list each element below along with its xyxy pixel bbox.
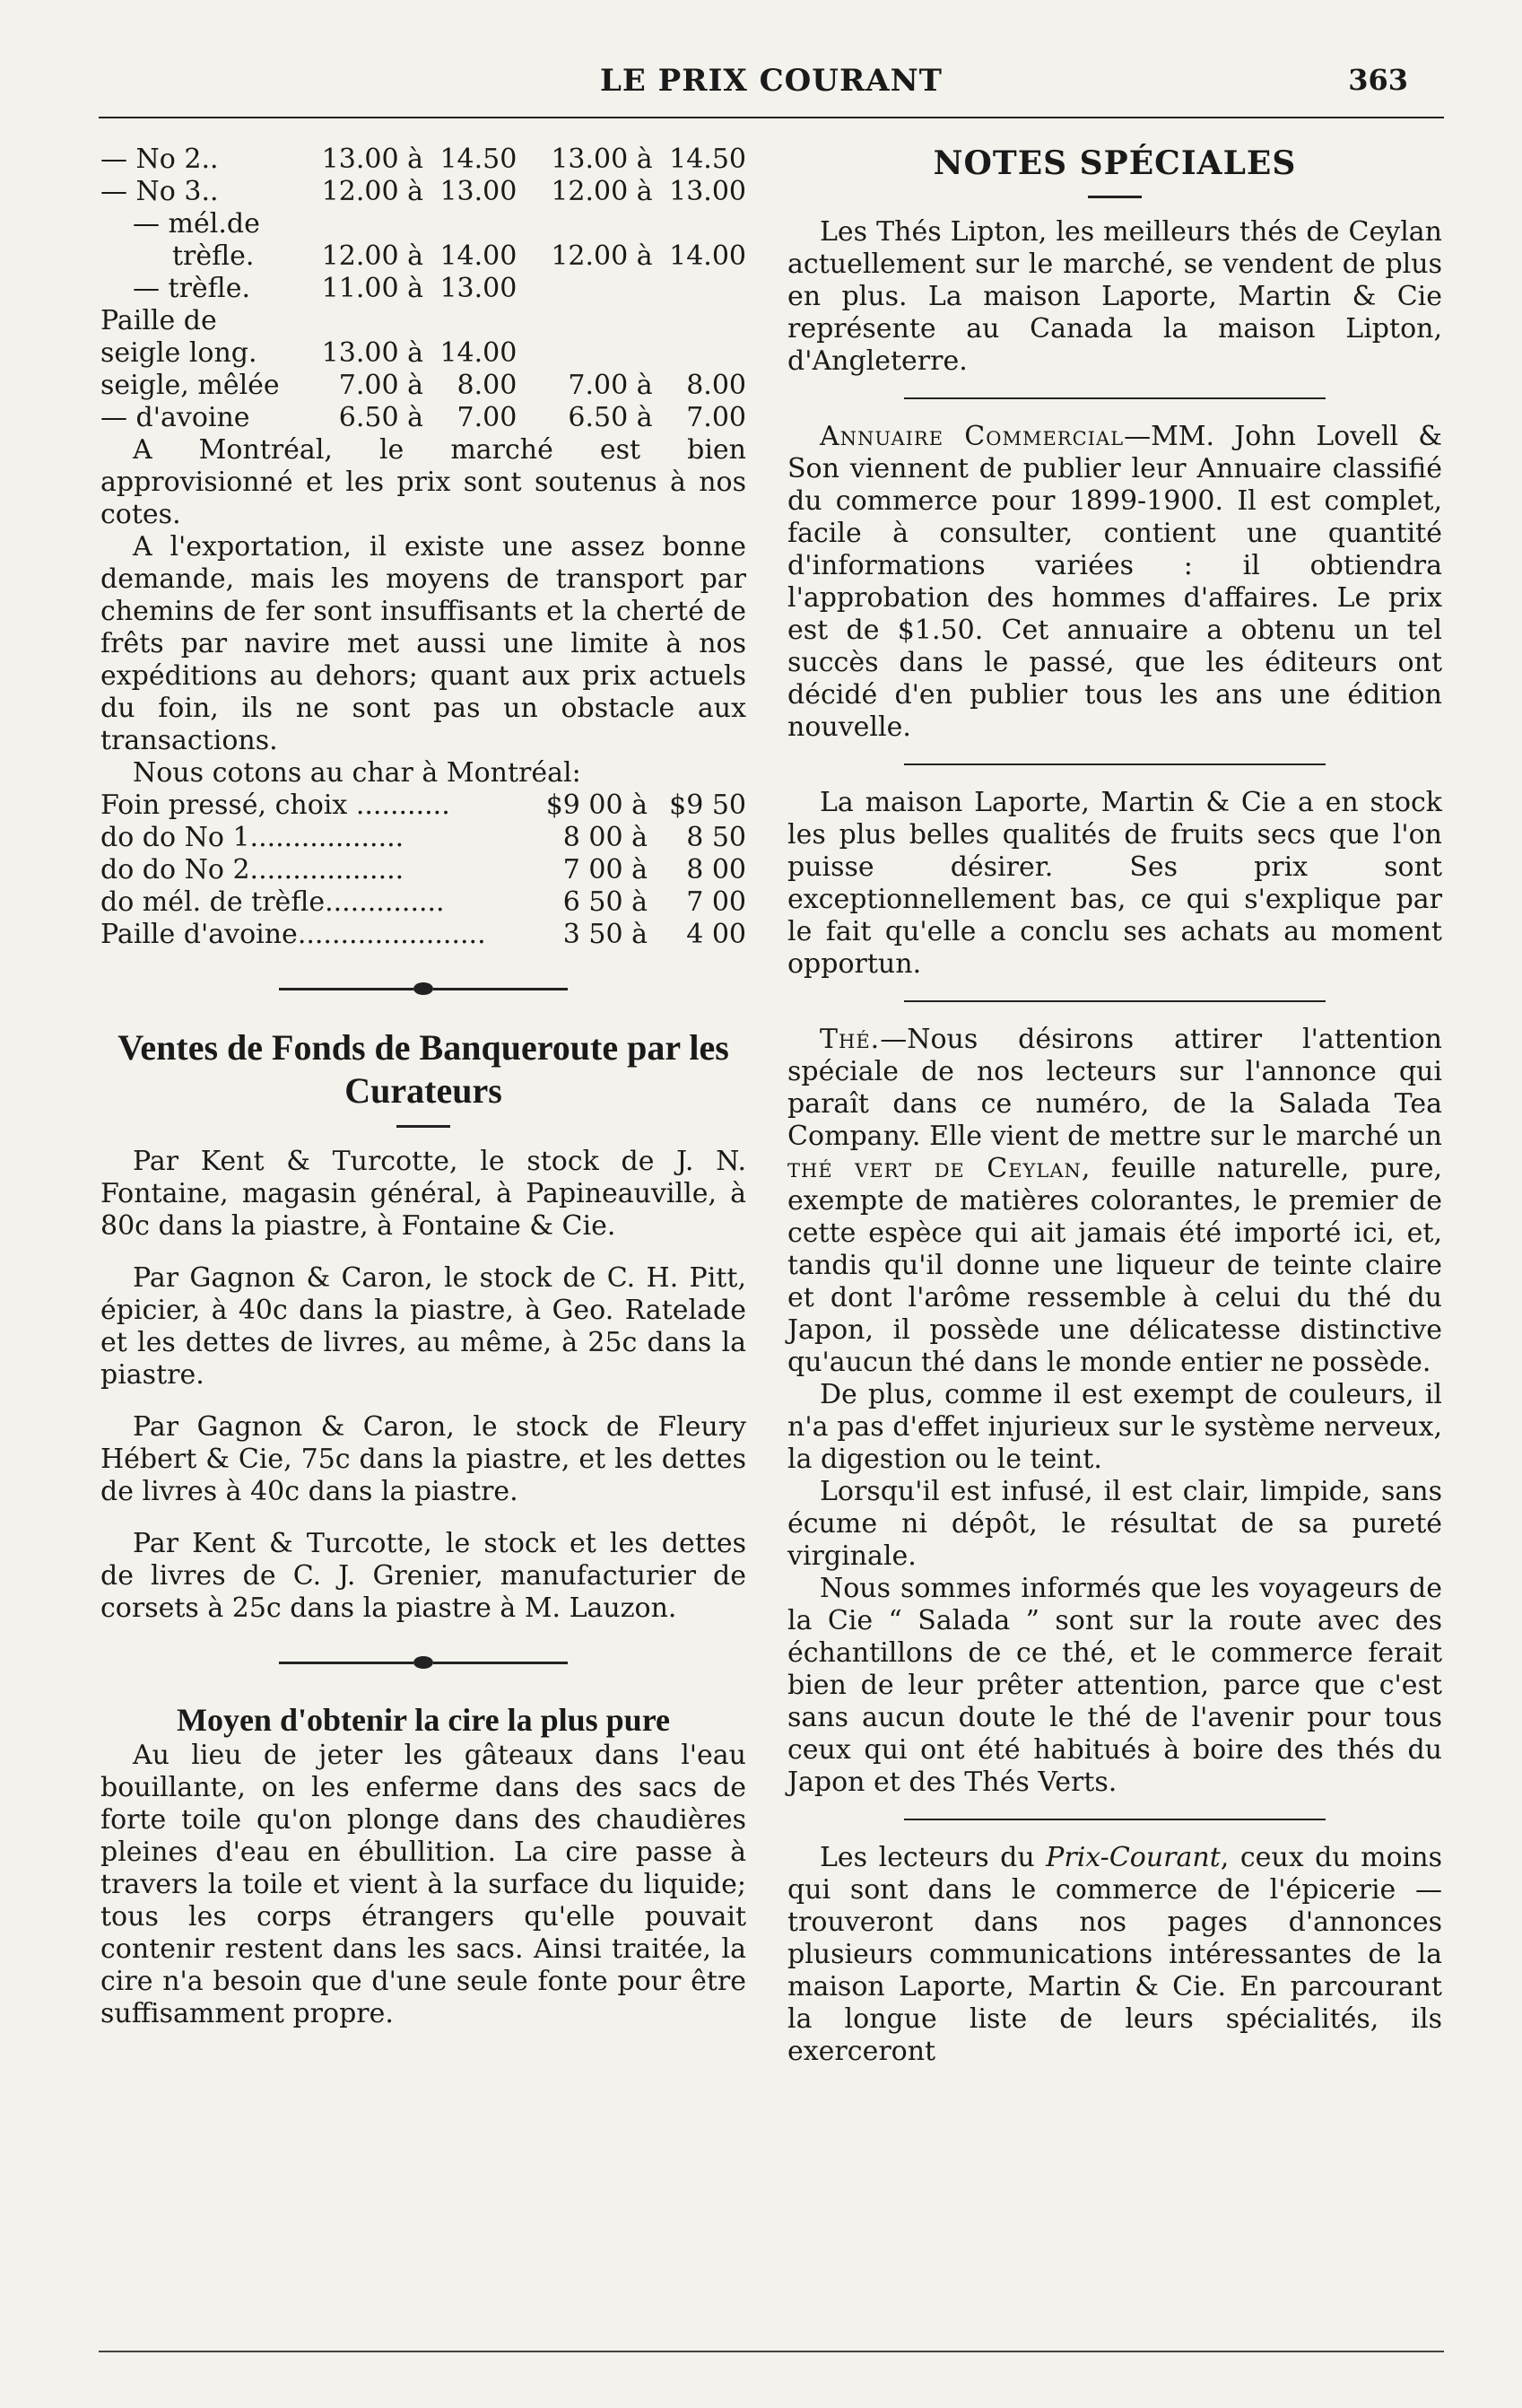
ventes-heading: Ventes de Fonds de Banqueroute par les Curateurs bbox=[117, 1027, 729, 1111]
price-cell-v4: 8.00 bbox=[686, 370, 746, 401]
price-cell-label: — d'avoine bbox=[100, 402, 250, 433]
the-paragraph-4: Nous sommes informés que les voyageurs de la Cie “ Salada ” sont sur la route avec des échantillons de ce thé, et le commerce ferait bien de leur prêter attention, parce que c'est sans aucun doute le thé de l'avenir pour tous ceux qui ont été habitués à boire des thés du Japon et des Thés Verts. bbox=[787, 1573, 1442, 1798]
price-cell-v2: 13.00 bbox=[439, 273, 517, 304]
price-cell-v3 bbox=[517, 208, 652, 240]
quote-cell-high: $9 50 bbox=[669, 790, 746, 821]
price-cell-v3: 6.50 à bbox=[568, 402, 653, 433]
montreal-quote-table bbox=[100, 790, 746, 951]
quote-cell-high: 8 00 bbox=[686, 854, 746, 886]
price-cell-v1: 12.00 à bbox=[321, 176, 423, 207]
the-lead: Thé. bbox=[820, 1024, 881, 1055]
price-row bbox=[100, 370, 746, 402]
price-cell-label: — No 3.. bbox=[100, 176, 219, 207]
price-cell-label: seigle, mêlée bbox=[100, 370, 280, 401]
price-cell-v1 bbox=[297, 305, 423, 337]
short-rule bbox=[396, 1125, 450, 1128]
annuaire-paragraph bbox=[787, 421, 1442, 744]
quote-row bbox=[100, 822, 746, 854]
the-paragraph-2: De plus, comme il est exempt de couleurs, il n'a pas d'effet injurieux sur le système nerveux, la digestion ou le teint. bbox=[787, 1379, 1442, 1475]
annuaire-lead: Annuaire Commercial bbox=[820, 421, 1125, 452]
prix-courant-title: Prix-Courant bbox=[1046, 1842, 1221, 1873]
section-rule bbox=[904, 397, 1326, 399]
price-cell-v1: 7.00 à bbox=[338, 370, 423, 401]
vente-item: Par Gagnon & Caron, le stock de Fleury Hébert & Cie, 75c dans la piastre, et les dettes de livres à 40c dans la piastre. bbox=[100, 1411, 746, 1507]
journal-title: LE PRIX COURANT bbox=[600, 63, 943, 99]
left-column bbox=[100, 144, 746, 2030]
price-cell-v1 bbox=[297, 208, 423, 240]
quote-intro: Nous cotons au char à Montréal: bbox=[133, 757, 581, 789]
quote-cell-high: 4 00 bbox=[686, 919, 746, 950]
lipton-paragraph: Les Thés Lipton, les meilleurs thés de Ceylan actuellement sur le marché, se vendent de plus en plus. La maison Laporte, Martin & Cie représente au Canada la maison Lipton, d'Angleterre. bbox=[787, 216, 1442, 377]
short-rule bbox=[1088, 196, 1142, 198]
price-cell-label: — mél.de bbox=[133, 208, 260, 240]
the-vert-ceylan: thé vert de Ceylan bbox=[787, 1153, 1082, 1184]
quote-cell-label: do do No 1.................. bbox=[100, 822, 404, 853]
price-cell-v3 bbox=[517, 337, 652, 370]
price-row bbox=[100, 144, 746, 176]
price-cell-v4: 7.00 bbox=[686, 402, 746, 433]
the-text-a: —Nous désirons attirer l'attention spéciale de nos lecteurs sur l'annonce qui paraît dans ce numéro, de la Salada Tea Company. Elle vient de mettre sur le marché un bbox=[787, 1024, 1442, 1152]
price-cell-v2: 7.00 bbox=[457, 402, 517, 433]
price-cell-label: — No 2.. bbox=[100, 144, 219, 175]
lecteurs-text-b: , ceux du moins qui sont dans le commerce de l'épicerie — trouveront dans nos pages d'annonces plusieurs communications intéressantes de la maison Laporte, Martin & Cie. En parcourant la longue liste de leurs spécialités, ils exerceront bbox=[787, 1842, 1442, 2067]
quote-cell-label: Paille d'avoine...................... bbox=[100, 919, 486, 950]
bottom-rule bbox=[99, 2351, 1444, 2352]
price-cell-v4 bbox=[653, 208, 746, 240]
price-cell-v1: 13.00 à bbox=[321, 144, 423, 175]
price-cell-v2 bbox=[423, 305, 517, 337]
price-cell-v3 bbox=[517, 273, 652, 305]
price-cell-v4: 14.50 bbox=[669, 144, 746, 175]
price-row bbox=[100, 240, 746, 273]
section-rule bbox=[904, 763, 1326, 765]
quote-row bbox=[100, 919, 746, 951]
quote-cell-high: 8 50 bbox=[686, 822, 746, 853]
market-paragraph: A Montréal, le marché est bien approvisionné et les prix sont soutenus à nos cotes. bbox=[100, 434, 746, 530]
quote-row bbox=[100, 854, 746, 886]
price-cell-v4: 13.00 bbox=[669, 176, 746, 207]
price-row bbox=[100, 305, 746, 337]
price-cell-v3 bbox=[517, 305, 652, 337]
quote-cell-label: do do No 2.................. bbox=[100, 854, 404, 886]
price-cell-v4: 14.00 bbox=[669, 240, 746, 272]
price-cell-label: Paille de bbox=[100, 305, 217, 336]
notes-heading: NOTES SPÉCIALES bbox=[933, 144, 1297, 182]
quote-cell-label: Foin pressé, choix ........... bbox=[100, 790, 450, 821]
quote-cell-low: 6 50 à bbox=[562, 886, 648, 918]
price-cell-label: seigle long. bbox=[100, 337, 257, 369]
price-cell-v4 bbox=[653, 273, 746, 305]
price-cell-v2: 13.00 bbox=[439, 176, 517, 207]
the-text-b: , feuille naturelle, pure, exempte de matières colorantes, le premier de cette espèce qui ait jamais été importé ici, et, tandis qu'il donne une liqueur de teinte claire et dont l'arôme ressemble à celui du thé du Japon, il possède une délicatesse distinctive qu'aucun thé dans le monde entier ne possède. bbox=[787, 1153, 1442, 1378]
ornament-divider bbox=[100, 971, 746, 1007]
price-cell-label: — trèfle. bbox=[133, 273, 250, 304]
price-row bbox=[100, 176, 746, 208]
section-rule bbox=[904, 1819, 1326, 1820]
quote-row bbox=[100, 886, 746, 919]
quote-cell-high: 7 00 bbox=[686, 886, 746, 918]
fruits-paragraph: La maison Laporte, Martin & Cie a en stock les plus belles qualités de fruits secs que l'on puisse désirer. Ses prix sont exceptionnellement bas, ce qui s'explique par le fait qu'elle a conclu ses achats au moment opportun. bbox=[787, 787, 1442, 980]
price-cell-v4 bbox=[653, 305, 746, 337]
price-row bbox=[100, 337, 746, 370]
page-header bbox=[99, 63, 1444, 118]
price-cell-v3: 12.00 à bbox=[551, 176, 653, 207]
vente-item: Par Kent & Turcotte, le stock de J. N. Fontaine, magasin général, à Papineauville, à 80c dans la piastre, à Fontaine & Cie. bbox=[100, 1146, 746, 1242]
price-cell-v1: 12.00 à bbox=[321, 240, 423, 272]
price-cell-v3: 7.00 à bbox=[568, 370, 653, 401]
price-row bbox=[100, 208, 746, 240]
price-cell-v1: 6.50 à bbox=[338, 402, 423, 433]
quote-cell-low: 8 00 à bbox=[562, 822, 648, 853]
price-cell-v2: 14.00 bbox=[439, 240, 517, 272]
quote-row bbox=[100, 790, 746, 822]
price-cell-v3: 13.00 à bbox=[551, 144, 653, 175]
page-number: 363 bbox=[1348, 63, 1408, 97]
price-cell-v3: 12.00 à bbox=[551, 240, 653, 272]
price-cell-v1: 11.00 à bbox=[321, 273, 423, 304]
the-paragraph-3: Lorsqu'il est infusé, il est clair, limpide, sans écume ni dépôt, le résultat de sa pureté virginale. bbox=[787, 1476, 1442, 1572]
price-row bbox=[100, 402, 746, 434]
right-column bbox=[787, 144, 1442, 2068]
price-row bbox=[100, 273, 746, 305]
price-cell-v2: 14.50 bbox=[439, 144, 517, 175]
price-cell-v2: 14.00 bbox=[439, 337, 517, 369]
quote-cell-low: 3 50 à bbox=[562, 919, 648, 950]
cire-paragraph: Au lieu de jeter les gâteaux dans l'eau bouillante, on les enferme dans des sacs de forte toile qu'on plonge dans des chaudières pleines d'eau en ébullition. La cire passe à travers la toile et vient à la surface du liquide; tous les corps étrangers qu'elle pouvait contenir restent dans les sacs. Ainsi traitée, la cire n'a besoin que d'une seule fonte pour être suffisamment propre. bbox=[100, 1740, 746, 2029]
vente-item: Par Gagnon & Caron, le stock de C. H. Pitt, épicier, à 40c dans la piastre, à Geo. Ratelade et les dettes de livres, au même, à 25c dans la piastre. bbox=[100, 1262, 746, 1391]
lecteurs-paragraph bbox=[787, 1842, 1442, 2068]
ornament-divider bbox=[100, 1645, 746, 1680]
quote-cell-label: do mél. de trèfle.............. bbox=[100, 886, 445, 918]
hay-price-table bbox=[100, 144, 746, 434]
price-cell-v4 bbox=[653, 337, 746, 370]
vente-item: Par Kent & Turcotte, le stock et les dettes de livres de C. J. Grenier, manufacturier de corsets à 25c dans la piastre à M. Lauzon. bbox=[100, 1528, 746, 1624]
section-rule bbox=[904, 1000, 1326, 1002]
lecteurs-text-a: Les lecteurs du bbox=[820, 1842, 1035, 1873]
annuaire-text: —MM. John Lovell & Son viennent de publier leur Annuaire classifié du commerce pour 1899-1900. Il est complet, facile à consulter, contient une quantité d'informations variées : il obtiendra l'approbation des hommes d'affaires. Le prix est de $1.50. Cet annuaire a obtenu un tel succès dans le passé, que les éditeurs ont décidé d'en publier tous les ans une édition nouvelle. bbox=[787, 421, 1442, 743]
export-paragraph: A l'exportation, il existe une assez bonne demande, mais les moyens de transport par chemins de fer sont insuffisants et la cherté de frêts par navire met aussi une limite à nos expéditions au dehors; quant aux prix actuels du foin, ils ne sont pas un obstacle aux transactions. bbox=[100, 531, 746, 756]
price-cell-v1: 13.00 à bbox=[321, 337, 423, 369]
price-cell-label: trèfle. bbox=[172, 240, 255, 272]
cire-heading: Moyen d'obtenir la cire la plus pure bbox=[176, 1702, 671, 1738]
price-cell-v2: 8.00 bbox=[457, 370, 517, 401]
quote-cell-low: 7 00 à bbox=[562, 854, 648, 886]
quote-cell-low: $9 00 à bbox=[545, 790, 648, 821]
price-cell-v2 bbox=[423, 208, 517, 240]
the-paragraph bbox=[787, 1024, 1442, 1379]
